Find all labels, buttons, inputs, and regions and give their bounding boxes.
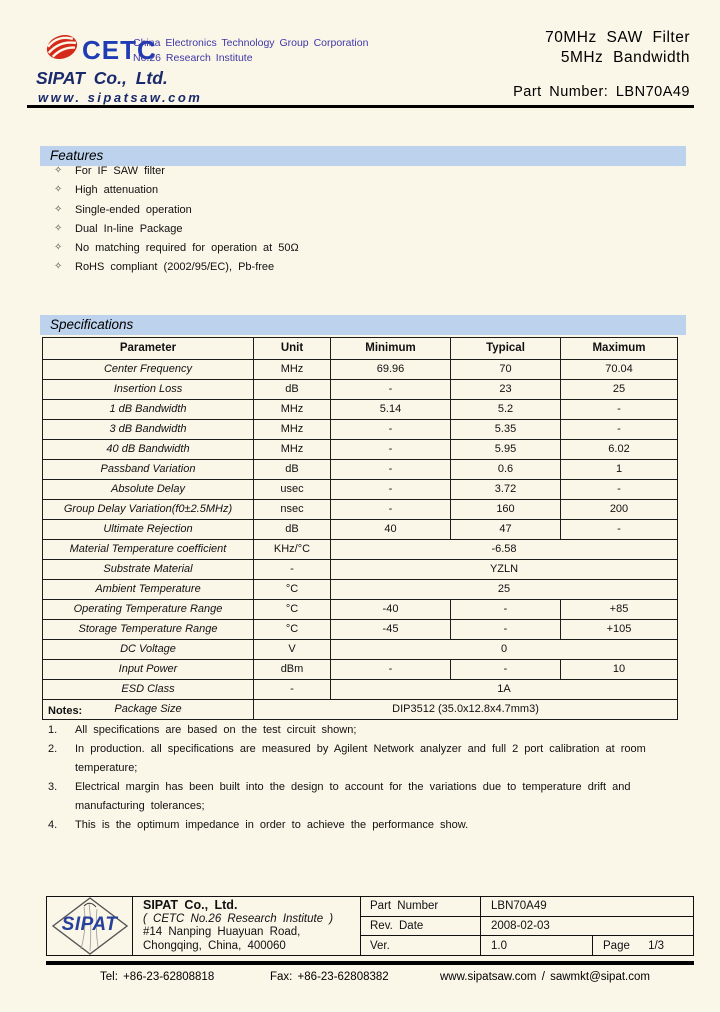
cell-param: Material Temperature coefficient <box>43 540 254 560</box>
cetc-globe-icon <box>44 31 80 68</box>
col-header-parameter: Parameter <box>43 338 254 360</box>
cell-min: - <box>331 380 451 400</box>
cell-max: 1 <box>561 460 678 480</box>
sipat-logo-text: SIPAT <box>61 914 118 935</box>
cell-unit: nsec <box>254 500 331 520</box>
feature-text: No matching required for operation at 50Ω <box>75 242 299 255</box>
cell-param: Substrate Material <box>43 560 254 580</box>
spec-row-3db-bandwidth <box>43 420 678 440</box>
cell-unit: usec <box>254 480 331 500</box>
spec-row-input-power <box>43 660 678 680</box>
cell-min: 5.14 <box>331 400 451 420</box>
feature-text: RoHS compliant (2002/95/EC), Pb-free <box>75 261 275 274</box>
cell-unit: - <box>254 680 331 700</box>
header-divider <box>27 105 694 108</box>
spec-row-absolute-delay <box>43 480 678 500</box>
feature-item <box>54 204 674 223</box>
cell-unit: KHz/°C <box>254 540 331 560</box>
cell-unit: dB <box>254 380 331 400</box>
cell-param: ESD Class <box>43 680 254 700</box>
col-header-minimum: Minimum <box>331 338 451 360</box>
spec-row-substrate-material <box>43 560 678 580</box>
cell-max: - <box>561 520 678 540</box>
part-number-line: Part Number: LBN70A49 <box>513 84 690 100</box>
cell-param: Passband Variation <box>43 460 254 480</box>
cell-max: 70.04 <box>561 360 678 380</box>
part-number-value: LBN70A49 <box>481 897 694 917</box>
cell-value-span: YZLN <box>331 560 678 580</box>
cell-min: -40 <box>331 600 451 620</box>
cell-unit: MHz <box>254 400 331 420</box>
note-text: This is the optimum impedance in order to achieve the performance show. <box>75 819 469 831</box>
version-label: Ver. <box>361 936 481 956</box>
cell-param: 1 dB Bandwidth <box>43 400 254 420</box>
cell-param: 40 dB Bandwidth <box>43 440 254 460</box>
diamond-bullet-icon: ✧ <box>54 165 63 176</box>
specifications-section-header: Specifications <box>40 315 686 335</box>
cell-typ: 70 <box>451 360 561 380</box>
note-item <box>48 816 688 835</box>
cell-typ: 3.72 <box>451 480 561 500</box>
cell-unit: °C <box>254 580 331 600</box>
cell-value-span: -6.58 <box>331 540 678 560</box>
cell-typ: - <box>451 660 561 680</box>
cell-unit: dB <box>254 520 331 540</box>
feature-text: Single-ended operation <box>75 203 192 216</box>
spec-row-storage-temp-range <box>43 620 678 640</box>
spec-row-dc-voltage <box>43 640 678 660</box>
sipat-logo-cell <box>47 897 133 956</box>
feature-item <box>54 223 674 242</box>
spec-row-40db-bandwidth <box>43 440 678 460</box>
company-line2: No.26 Research Institute <box>133 52 253 64</box>
contact-tel: Tel: +86-23-62808818 <box>100 971 215 983</box>
cell-min: -45 <box>331 620 451 640</box>
cell-min: - <box>331 440 451 460</box>
note-number: 2. <box>48 743 58 755</box>
note-text: Electrical margin has been built into the design to account for the variations due to temperature drift and manufacturing tolerances; <box>75 781 631 812</box>
contact-fax: Fax: +86-23-62808382 <box>270 971 389 983</box>
cell-value-span: 0 <box>331 640 678 660</box>
cell-param: Storage Temperature Range <box>43 620 254 640</box>
cell-min: - <box>331 660 451 680</box>
note-text: In production. all specifications are measured by Agilent Network analyzer and full 2 port calibration at room temperature; <box>75 743 646 774</box>
cell-max: 6.02 <box>561 440 678 460</box>
product-title-line1: 70MHz SAW Filter <box>545 29 690 46</box>
note-item <box>48 778 688 816</box>
cell-typ: 23 <box>451 380 561 400</box>
col-header-maximum: Maximum <box>561 338 678 360</box>
cell-max: - <box>561 400 678 420</box>
note-number: 3. <box>48 781 58 793</box>
cell-unit: °C <box>254 600 331 620</box>
spec-row-ultimate-rejection <box>43 520 678 540</box>
note-item <box>48 740 688 778</box>
spec-row-material-temp-coefficient <box>43 540 678 560</box>
diamond-bullet-icon: ✧ <box>54 261 63 273</box>
diamond-bullet-icon: ✧ <box>54 222 63 234</box>
cell-typ: - <box>451 600 561 620</box>
sipat-company-name: SIPAT Co., Ltd. <box>36 68 168 88</box>
cell-param: DC Voltage <box>43 640 254 660</box>
feature-item <box>54 261 674 280</box>
footer-company-sub: ( CETC No.26 Research Institute ) <box>143 912 334 925</box>
cell-param: Absolute Delay <box>43 480 254 500</box>
feature-text: Dual In-line Package <box>75 222 183 235</box>
page-label: Page <box>603 939 630 952</box>
cell-unit: MHz <box>254 360 331 380</box>
spec-row-group-delay-variation <box>43 500 678 520</box>
feature-item <box>54 165 674 184</box>
spec-row-1db-bandwidth <box>43 400 678 420</box>
col-header-unit: Unit <box>254 338 331 360</box>
cell-unit: MHz <box>254 440 331 460</box>
diamond-bullet-icon: ✧ <box>54 203 63 215</box>
cell-unit: MHz <box>254 420 331 440</box>
cell-param: Center Frequency <box>43 360 254 380</box>
note-item <box>48 721 688 740</box>
cell-unit: dB <box>254 460 331 480</box>
cell-unit: °C <box>254 620 331 640</box>
product-title <box>545 28 690 68</box>
page-value: 1/3 <box>648 939 665 952</box>
spec-row-passband-variation <box>43 460 678 480</box>
cell-max: +85 <box>561 600 678 620</box>
cell-typ: - <box>451 620 561 640</box>
cetc-company-lines <box>133 36 368 66</box>
spec-header-row <box>43 338 678 360</box>
cell-typ: 5.2 <box>451 400 561 420</box>
contact-web-email[interactable]: www.sipatsaw.com / sawmkt@sipat.com <box>440 971 650 983</box>
cell-min: - <box>331 420 451 440</box>
sipat-website-link[interactable]: www. sipatsaw.com <box>38 90 203 105</box>
rev-date-label: Rev. Date <box>361 916 481 936</box>
cell-typ: 160 <box>451 500 561 520</box>
notes-title: Notes: <box>48 705 83 717</box>
spec-row-esd-class <box>43 680 678 700</box>
cell-min: - <box>331 460 451 480</box>
col-header-typical: Typical <box>451 338 561 360</box>
cell-param: Ambient Temperature <box>43 580 254 600</box>
cell-value-span: DIP3512 (35.0x12.8x4.7mm3) <box>254 700 678 720</box>
diamond-bullet-icon: ✧ <box>54 184 63 196</box>
spec-row-operating-temp-range <box>43 600 678 620</box>
note-number: 1. <box>48 724 58 736</box>
part-number-label: Part Number <box>361 897 481 917</box>
cell-max: 25 <box>561 380 678 400</box>
cell-min: 69.96 <box>331 360 451 380</box>
page-indicator <box>593 936 694 956</box>
cell-min: 40 <box>331 520 451 540</box>
product-title-line2: 5MHz Bandwidth <box>560 49 690 66</box>
footer-address-line1: #14 Nanping Huayuan Road, <box>143 926 301 938</box>
cell-max: +105 <box>561 620 678 640</box>
spec-row-insertion-loss <box>43 380 678 400</box>
cell-min: - <box>331 500 451 520</box>
cell-max: 10 <box>561 660 678 680</box>
cell-param: Insertion Loss <box>43 380 254 400</box>
footer-company-info <box>133 897 361 956</box>
feature-text: For IF SAW filter <box>75 165 165 177</box>
cell-typ: 5.95 <box>451 440 561 460</box>
cell-unit: V <box>254 640 331 660</box>
cell-param: Group Delay Variation(f0±2.5MHz) <box>43 500 254 520</box>
spec-row-ambient-temperature <box>43 580 678 600</box>
footer-address-line2: Chongqing, China, 400060 <box>143 939 286 952</box>
features-list <box>54 165 674 281</box>
cell-value-span: 1A <box>331 680 678 700</box>
footer-divider <box>46 961 694 965</box>
feature-item <box>54 242 674 261</box>
cell-max: 200 <box>561 500 678 520</box>
features-section-header: Features <box>40 146 686 166</box>
sipat-diamond-icon <box>51 897 129 955</box>
rev-date-value: 2008-02-03 <box>481 916 694 936</box>
cell-param: Input Power <box>43 660 254 680</box>
cell-param: Operating Temperature Range <box>43 600 254 620</box>
cell-max: - <box>561 480 678 500</box>
version-value: 1.0 <box>481 936 593 956</box>
cell-param: 3 dB Bandwidth <box>43 420 254 440</box>
cell-param: Package Size <box>43 700 254 720</box>
cell-unit: dBm <box>254 660 331 680</box>
cell-param: Ultimate Rejection <box>43 520 254 540</box>
cetc-logo-text: CETC <box>82 34 157 65</box>
cell-typ: 47 <box>451 520 561 540</box>
feature-item <box>54 184 674 203</box>
cell-typ: 5.35 <box>451 420 561 440</box>
note-text: All specifications are based on the test circuit shown; <box>75 724 357 736</box>
cell-value-span: 25 <box>331 580 678 600</box>
specifications-table <box>42 337 678 720</box>
notes-section <box>48 702 688 835</box>
note-number: 4. <box>48 819 58 831</box>
cell-min: - <box>331 480 451 500</box>
footer-company-name: SIPAT Co., Ltd. <box>143 898 238 912</box>
spec-row-center-frequency <box>43 360 678 380</box>
footer-info-table <box>46 896 694 956</box>
cell-max: - <box>561 420 678 440</box>
feature-text: High attenuation <box>75 184 159 197</box>
cell-unit: - <box>254 560 331 580</box>
company-line1: China Electronics Technology Group Corporation <box>133 37 369 49</box>
diamond-bullet-icon: ✧ <box>54 242 63 254</box>
cell-typ: 0.6 <box>451 460 561 480</box>
